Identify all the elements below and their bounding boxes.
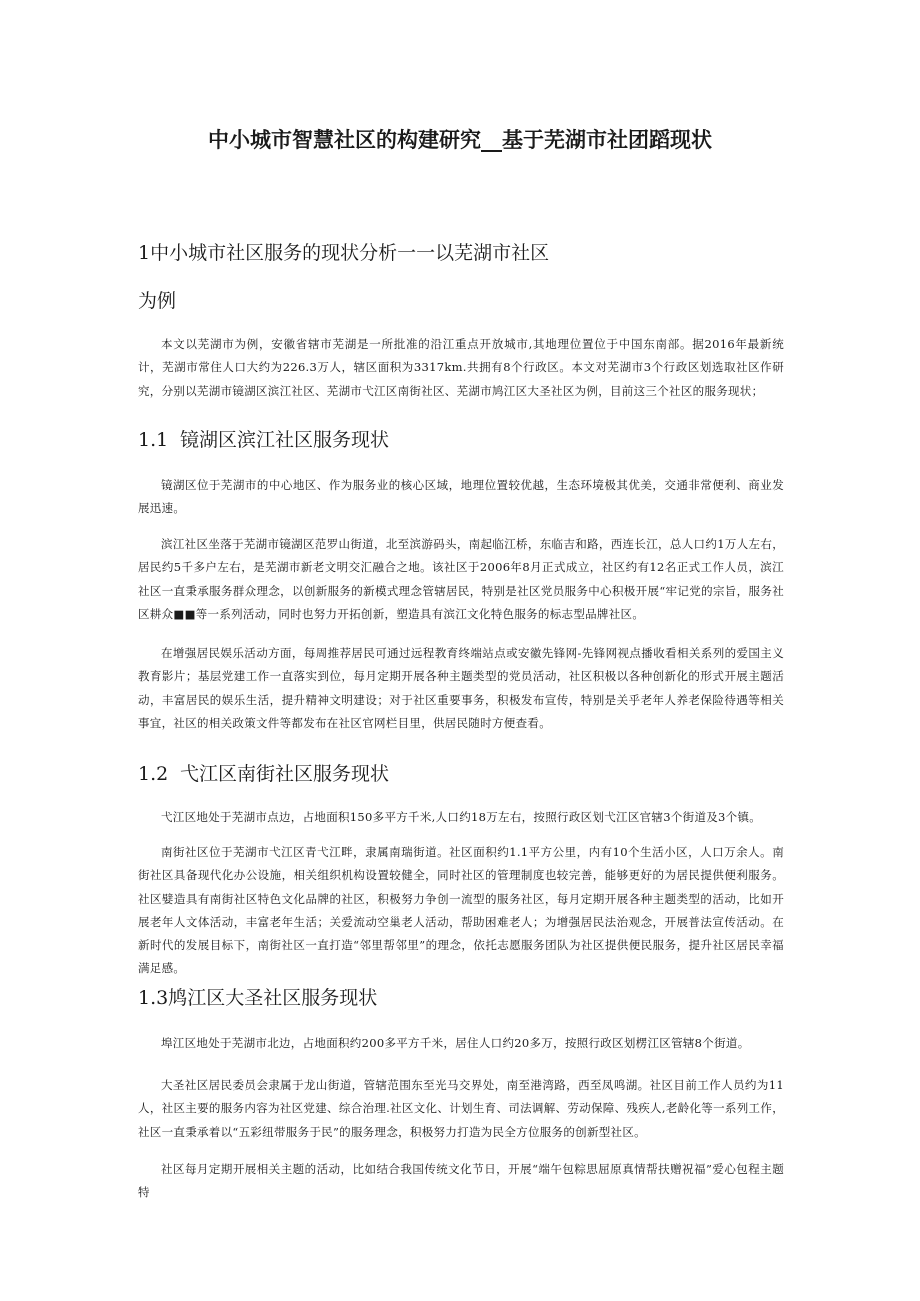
section-1-1-number: 1.1	[138, 429, 169, 451]
section-1-1-paragraph-1: 镜湖区位于芜湖市的中心地区、作为服务业的核心区域，地理位置较优越，生态环境极其优美，交通非常便利、商业发展迅速。	[138, 478, 784, 516]
section-1-heading-line1: 1中小城市社区服务的现状分析一一以芜湖市社区	[138, 242, 550, 264]
section-1-2-heading	[138, 762, 389, 786]
section-1-3-heading: 1.3鸠江区大圣社区服务现状	[138, 987, 378, 1009]
document-title: 中小城市智慧社区的构建研究__基于芜湖市社团蹈现状	[208, 128, 712, 152]
section-1-1-title: 镜湖区滨江社区服务现状	[180, 429, 390, 451]
section-1-2-title: 弋江区南街社区服务现状	[180, 763, 390, 785]
section-1-1-paragraph-3: 在增强居民娱乐活动方面，每周推荐居民可通过远程教育终端站点或安徽先锋网-先锋网视点播收看相关系列的爱国主义教育影片；基层党建工作一直落实到位，每月定期开展各种主题类型的党员活动，社区积极以各种创新化的形式开展主题活动，丰富居民的娱乐生活，提升精神文明建设；对于社区重要事务，积极发布宣传，特别是关乎老年人养老保险待遇等相关事宜，社区的相关政策文件等都发布在社区官网栏目里，供居民随时方便查看。	[138, 646, 784, 730]
section-1-2-number: 1.2	[138, 763, 169, 785]
section-1-3-paragraph-1: 埠江区地处于芜湖市北边，占地面积约200多平方千米，居住人口约20多万，按照行政区划楞江区管辖8个街道。	[161, 1036, 750, 1050]
section-1-3-paragraph-3: 社区每月定期开展相关主题的活动，比如结合我国传统文化节日，开展“端午包粽思屈原真情帮扶赠祝福”爱心包程主题特	[138, 1162, 784, 1200]
section-1-2-paragraph-1: 弋江区地处于芜湖市点边，占地面积150多平方千米,人口约18万左右，按照行政区划弋江区官辖3个街道及3个镇。	[161, 810, 762, 824]
section-1-1-heading	[138, 428, 389, 452]
section-1-3-paragraph-2: 大圣社区居民委员会隶属于龙山街道，管辖范围东至光马交界处，南至港湾路，西至凤鸣湖。社区目前工作人员约为11人，社区主要的服务内容为社区党建、综合治理.社区文化、计划生育、司法调解、劳动保障、残疾人,老龄化等一系列工作，社区一直秉承着以“五彩纽带服务于民”的服务理念，积极努力打造为民全方位服务的创新型社区。	[138, 1078, 784, 1139]
section-1-1-paragraph-2: 滨江社区坐落于芜湖市镜湖区范罗山街道，北至滨游码头，南起临江桥，东临吉和路，西连长江，总人口约1万人左右，居民约5千多户左右，是芜湖市新老文明交汇融合之地。该社区于2006年8月正式成立，社区约有12名正式工作人员，滨江社区一直秉承服务群众理念，以创新服务的新模式理念管辖居民，特别是社区党员服务中心积极开展“牢记党的宗旨，服务社区耕众■■等一系列活动，同时也努力开拓创新，塑造具有滨江文化特色服务的标志型品牌社区。	[138, 537, 784, 621]
section-1-heading-line2: 为例	[138, 290, 177, 312]
section-1-paragraph: 本文以芜湖市为例，安徽省辖市芜湖是一所批准的沿江重点开放城市,其地理位置位于中国东南部。据2016年最新统计，芜湖市常住人口大约为226.3万人，辖区面积为3317km.共拥有8个行政区。本文对芜湖市3个行政区划选取社区作研究，分别以芜湖市镜湖区滨江社区、芜湖市弋江区南街社区、芜湖市鸠江区大圣社区为例，目前这三个社区的服务现状；	[138, 337, 784, 398]
section-1-2-paragraph-2: 南街社区位于芜湖市弋江区青弋江畔，隶属南瑞街道。社区面积约1.1平方公里，内有10个生活小区，人口万余人。南街社区具备现代化办公设施，相关组织机构设置较健全，同时社区的管理制度也较完善，能够更好的为居民提供便利服务。社区嬖造具有南街社区特色文化品牌的社区，积极努力争创一流型的服务社区，每月定期开展各种主题类型的活动，比如开展老年人文体活动，丰富老年生活；关爱流动空巢老人活动，帮助困难老人；为增强居民法治观念，开展普法宣传活动。在新时代的发展目标下，南街社区一直打造“邻里帮邻里”的理念，依托志愿服务团队为社区提供便民服务，提升社区居民幸福满足感。	[138, 845, 784, 976]
